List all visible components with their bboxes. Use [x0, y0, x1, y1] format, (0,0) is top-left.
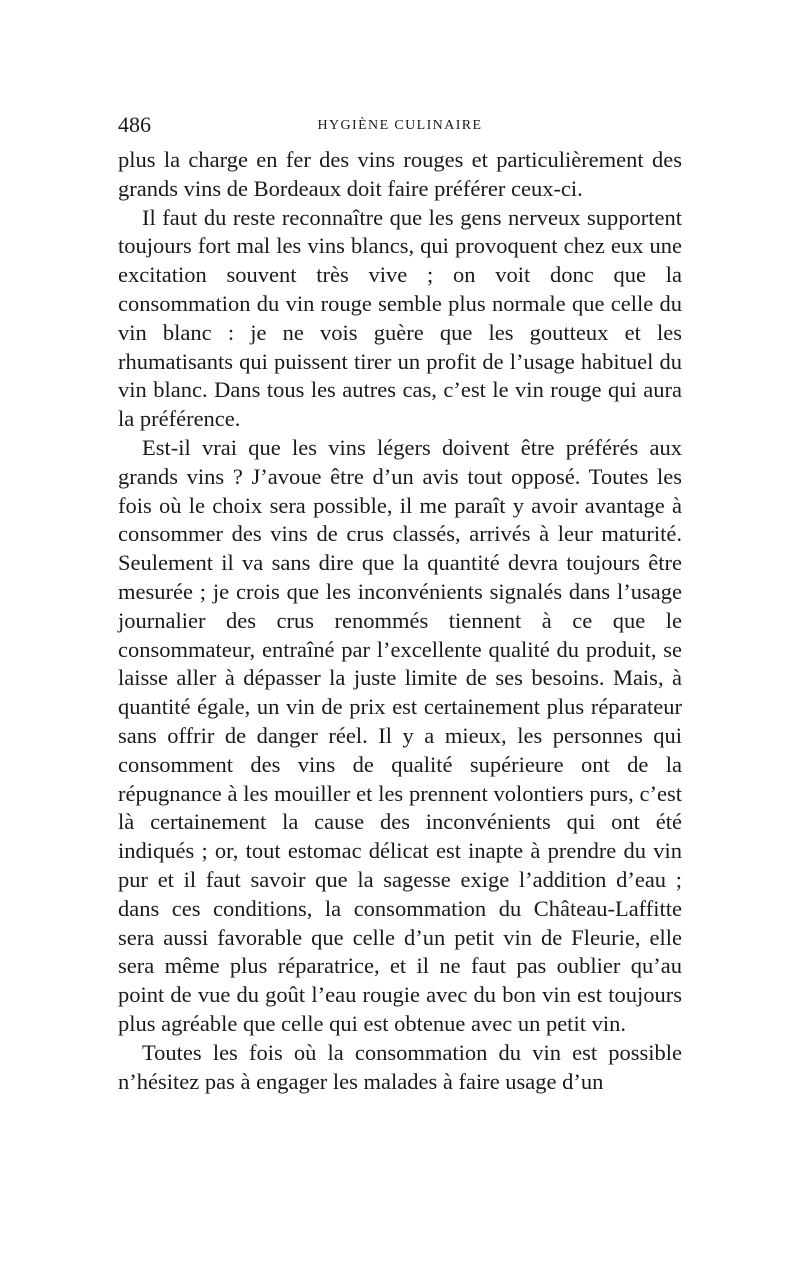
paragraph: Est-il vrai que les vins légers doivent être préférés aux grands vins ? J’avoue être d’un avis tout opposé. Toutes les fois où le choix sera possible, il me paraît y avoir avantage à consommer des vins de crus classés, arrivés à leur maturité. Seulement il va sans dire que la quantité devra toujours être mesurée ; je crois que les inconvénients signalés dans l’usage journalier des crus renommés tiennent à ce que le consommateur, entraîné par l’excellente qualité du produit, se laisse aller à dépasser la juste limite de ses besoins. Mais, à quantité égale, un vin de prix est certainement plus réparateur sans offrir de danger réel. Il y a mieux, les personnes qui consomment des vins de qualité supérieure ont de la répugnance à les mouiller et les prennent volontiers purs, c’est là certainement la cause des inconvénients qui ont été indiqués ; or, tout estomac délicat est inapte à prendre du vin pur et il faut savoir que la sagesse exige l’addition d’eau ; dans ces conditions, la consommation du Château-Laffitte sera aussi favorable que celle d’un petit vin de Fleurie, elle sera même plus réparatrice, et il ne faut pas oublier qu’au point de vue du goût l’eau rougie avec du bon vin est toujours plus agréable que celle qui est obtenue avec un petit vin. — [118, 434, 682, 1036]
page-number: 486 — [118, 112, 151, 137]
running-title: HYGIÈNE CULINAIRE — [317, 118, 483, 133]
paragraph: plus la charge en fer des vins rouges et particulièrement des grands vins de Bordeaux doit faire préférer ceux-ci. — [118, 147, 682, 201]
paragraph: Toutes les fois où la consommation du vin est possible n’hésitez pas à engager les malades à faire usage d’un — [118, 1039, 682, 1094]
page-header — [118, 110, 682, 140]
body-text — [118, 146, 682, 1096]
paragraph: Il faut du reste reconnaître que les gens nerveux supportent toujours fort mal les vins blancs, qui provoquent chez eux une excitation souvent très vive ; on voit donc que la consommation du vin rouge semble plus normale que celle du vin blanc : je ne vois guère que les goutteux et les rhumatisants qui puissent tirer un profit de l’usage habituel du vin blanc. Dans tous les autres cas, c’est le vin rouge qui aura la préférence. — [118, 204, 682, 432]
